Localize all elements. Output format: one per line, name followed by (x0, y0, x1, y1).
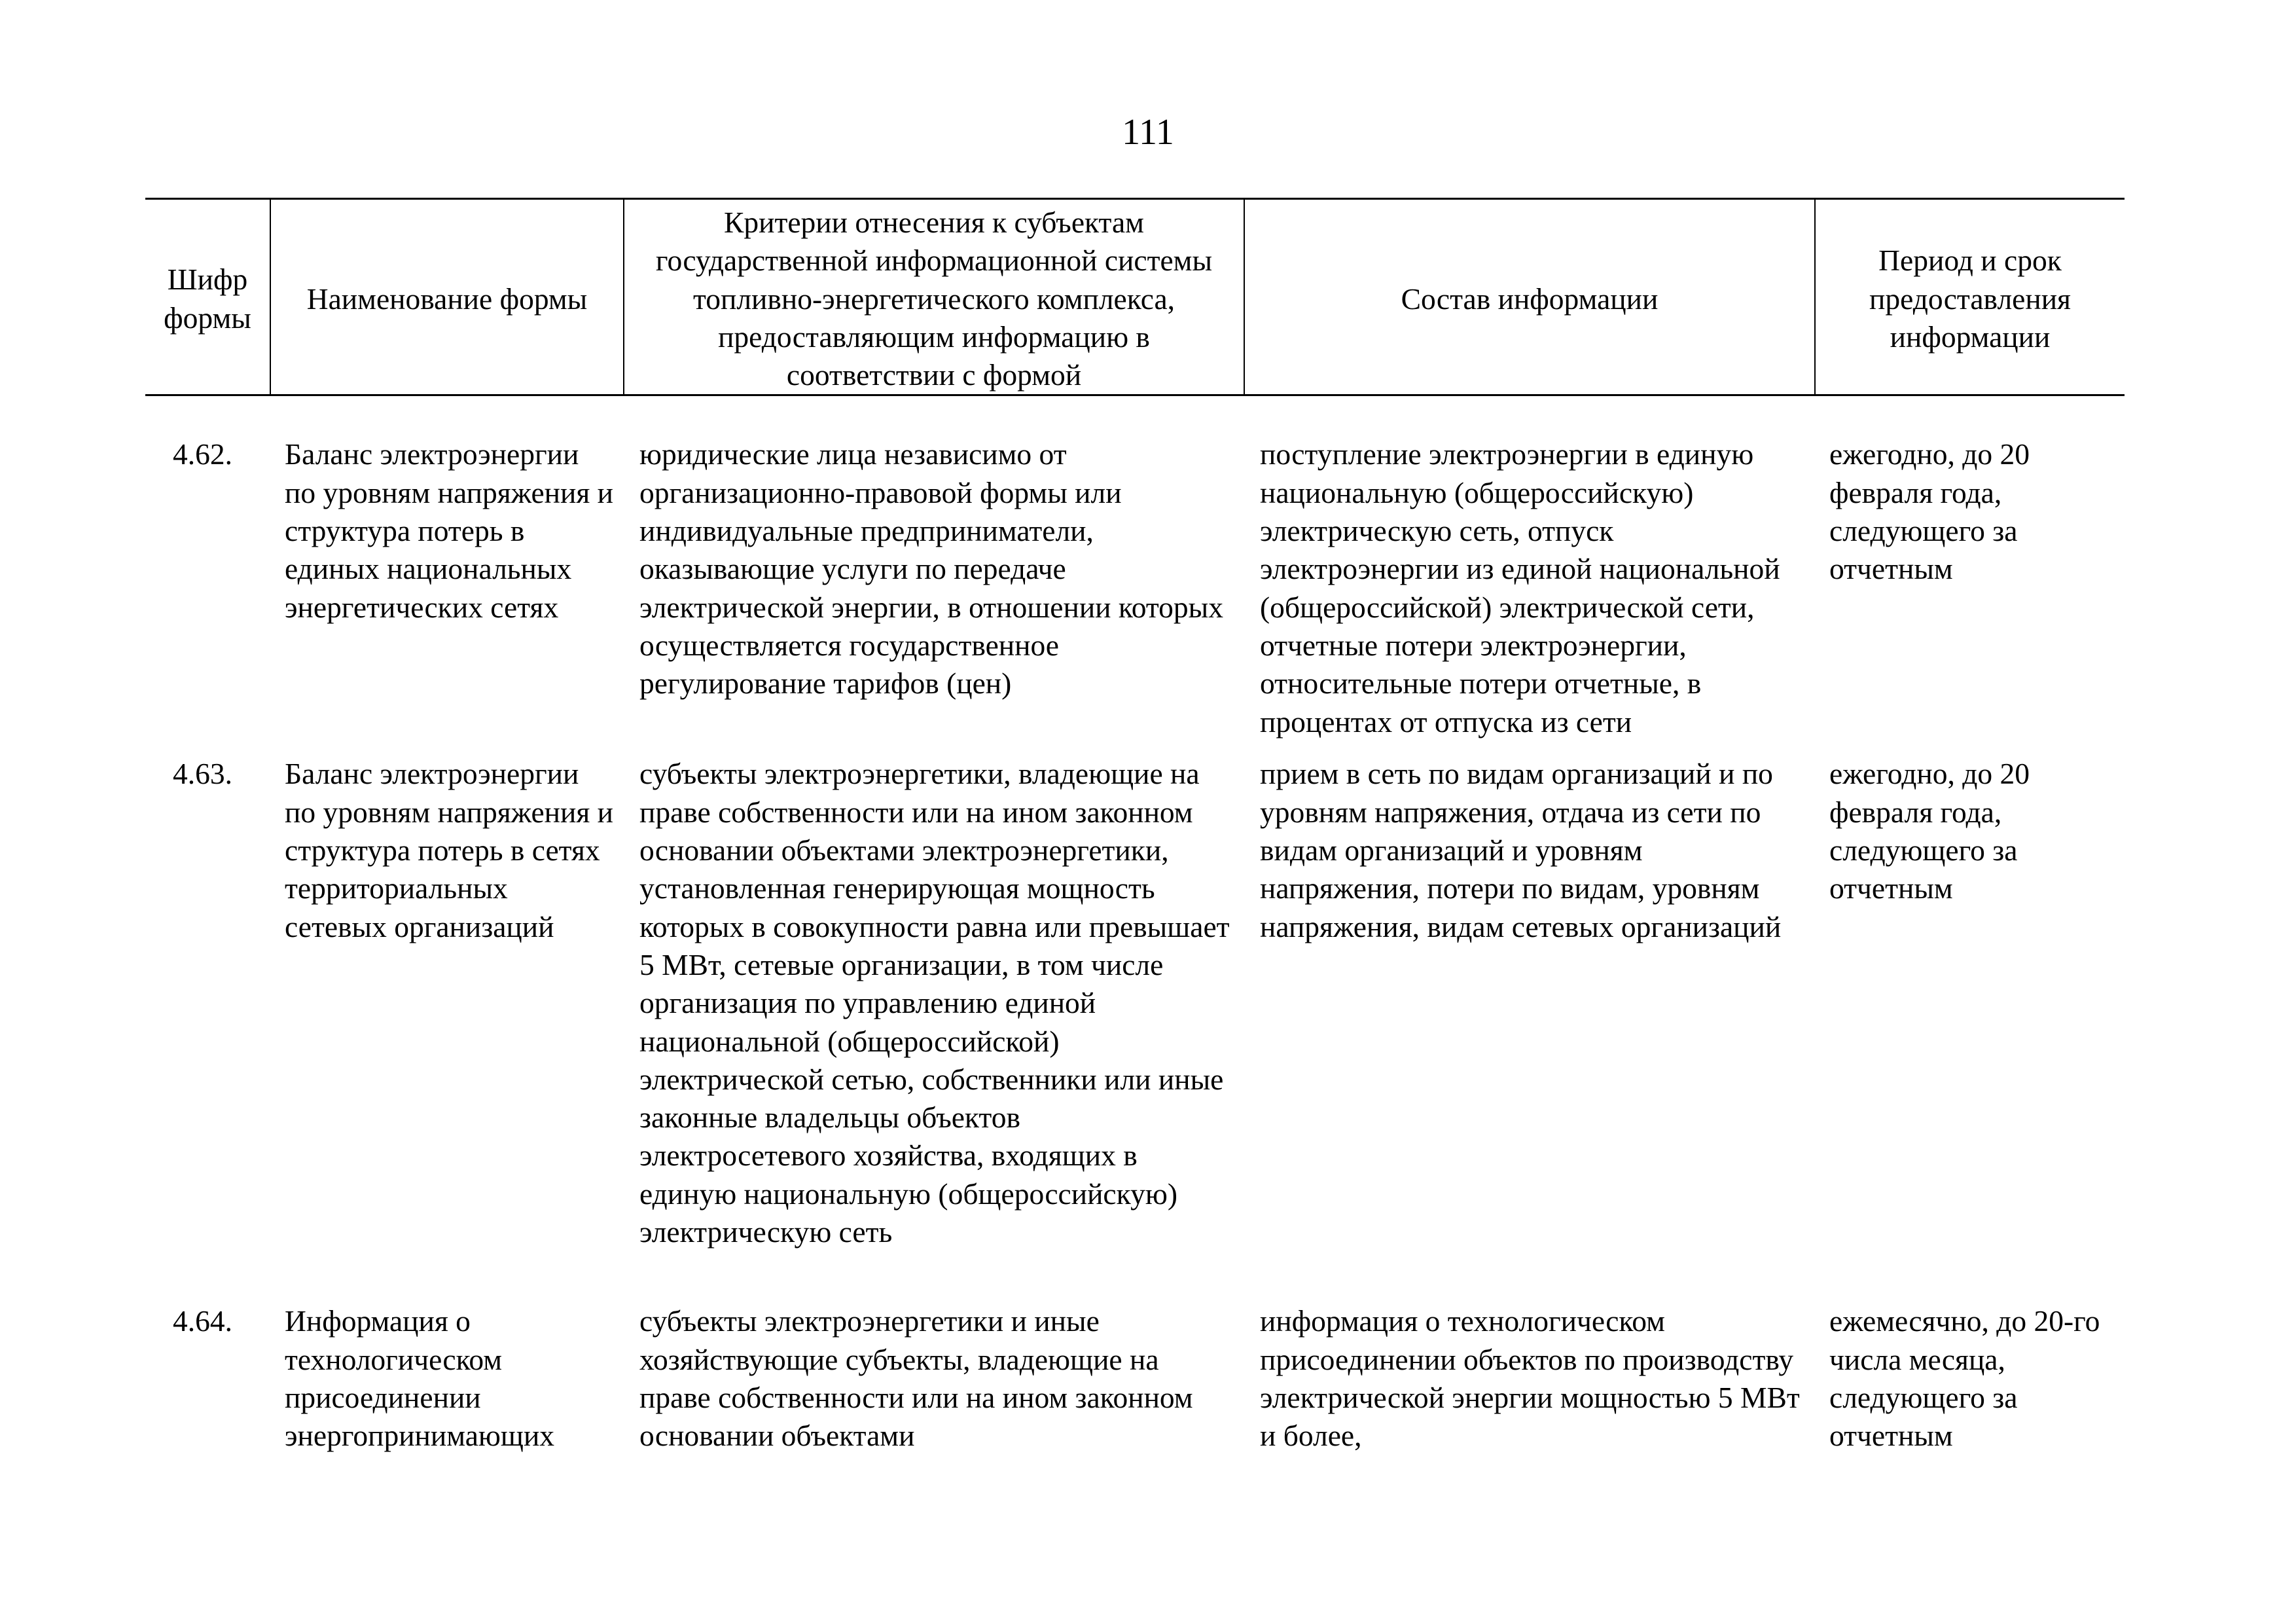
row-period: ежегодно, до 20 февраля года, следующего за отчетным (1829, 437, 2030, 586)
row-name: Информация о технологическом присоединении энергопринимающих (285, 1304, 555, 1453)
header-composition: Состав информации (1244, 199, 1815, 395)
page-number: 111 (1122, 112, 1174, 153)
row-criteria: юридические лица независимо от организационно-правовой формы или индивидуальные предприниматели, оказывающие услуги по передаче электрической энергии, в отношении которых осуществляется государственное регулирование тарифов (цен) (639, 437, 1223, 701)
row-code: 4.62. (173, 437, 232, 471)
row-criteria: субъекты электроэнергетики, владеющие на праве собственности или на ином законном основании объектами электроэнергетики, установленная генерирующая мощность которых в совокупности равна или превышает 5 МВт, сетевые организации, в том числе организация по управлению единой национальной (общероссийской) электрической сетью, собственники или иные законные владельцы объектов электросетевого хозяйства, входящих в единую национальную (общероссийскую) электрическую сеть (639, 757, 1230, 1249)
row-code: 4.63. (173, 757, 232, 791)
header-spacer (145, 395, 2125, 436)
row-composition: прием в сеть по видам организаций и по уровням напряжения, отдача из сети по видам организаций и уровням напряжения, потери по видам, уровням напряжения, видам сетевых организаций (1260, 757, 1782, 943)
row-composition: поступление электроэнергии в единую национальную (общероссийскую) электрическую сеть, отпуск электроэнергии из единой национальной (общероссийской) электрической сети, отчетные потери электроэнергии, относительные потери отчетные, в процентах от отпуска из сети (1260, 437, 1780, 739)
header-period: Период и срок предоставления информации (1815, 199, 2125, 395)
table-row (145, 435, 2125, 755)
table-row (145, 755, 2125, 1302)
row-period: ежегодно, до 20 февраля года, следующего за отчетным (1829, 757, 2030, 905)
row-name: Баланс электроэнергии по уровням напряжения и структура потерь в сетях территориальных сетевых организаций (285, 757, 614, 943)
table-row (145, 1302, 2125, 1455)
header-code: Шифр формы (145, 199, 270, 395)
row-composition: информация о технологическом присоединении объектов по производству электрической энергии мощностью 5 МВт и более, (1260, 1304, 1800, 1453)
row-period: ежемесячно, до 20-го числа месяца, следующего за отчетным (1829, 1304, 2100, 1453)
table-header-row (145, 199, 2125, 395)
forms-table (145, 198, 2125, 1455)
row-criteria: субъекты электроэнергетики и иные хозяйствующие субъекты, владеющие на праве собственности или на ином законном основании объектами (639, 1304, 1193, 1453)
row-code: 4.64. (173, 1304, 232, 1338)
row-name: Баланс электроэнергии по уровням напряжения и структура потерь в единых национальных энергетических сетях (285, 437, 614, 624)
header-name: Наименование формы (270, 199, 624, 395)
header-criteria: Критерии отнесения к субъектам государственной информационной системы топливно-энергетического комплекса, предоставляющим информацию в соответствии с формой (624, 199, 1244, 395)
